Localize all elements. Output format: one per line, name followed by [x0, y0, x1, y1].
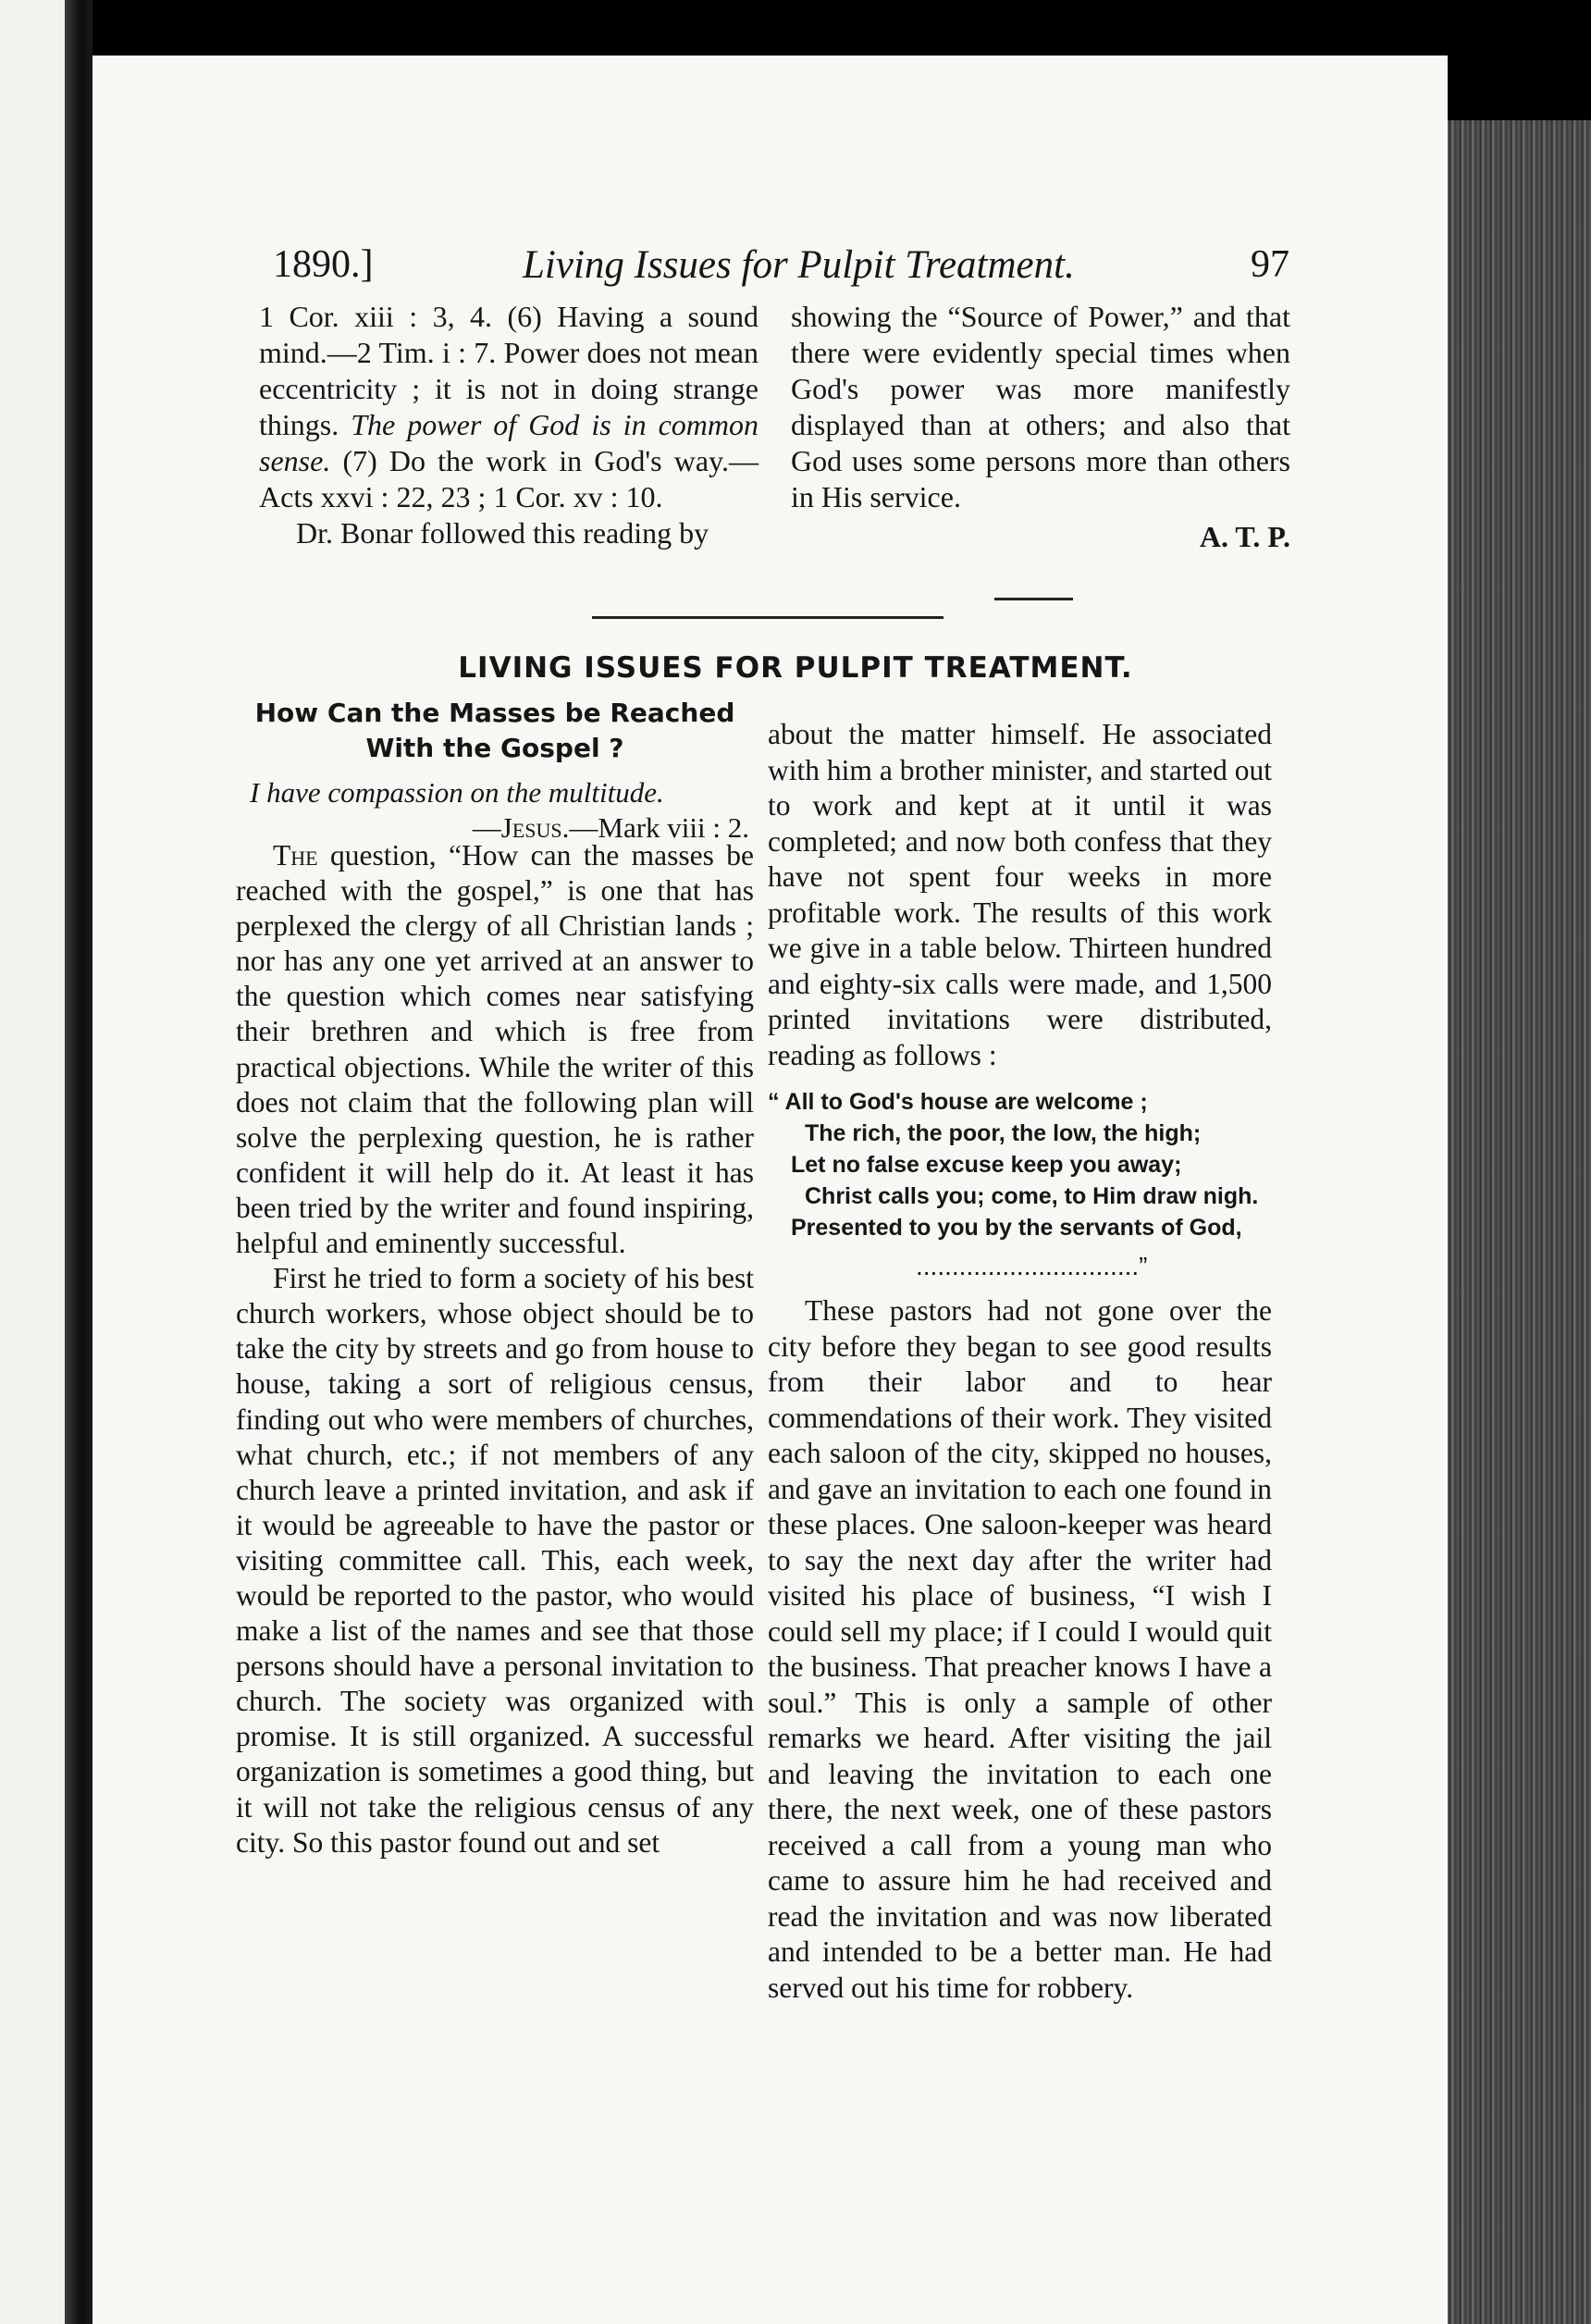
article-right-column [768, 717, 1272, 2006]
section-divider [592, 616, 944, 619]
epigraph-quote: I have compassion on the multitude. [250, 776, 664, 809]
continuation-paragraph-2: Dr. Bonar followed this reading by [296, 516, 709, 550]
continuation-paragraph-right: showing the “Source of Power,” and that there were evidently special times when God's power was more manifestly displayed than at others; and also that God uses some persons more than others in His service. [791, 300, 1290, 513]
verse-line: “ All to God's house are welcome ; [768, 1089, 1148, 1115]
author-signature: A. T. P. [1199, 520, 1290, 553]
page-year: 1890.] [273, 243, 374, 286]
verse-line: Presented to you by the servants of God, [791, 1215, 1242, 1241]
page-stack-edge [1448, 120, 1591, 2324]
article-paragraph-4: These pastors had not gone over the city before they began to see good results from their labor and to hear commendations of their work. They visited each saloon of the city, skipped no houses, and gave an invitation to each one found in these places. One saloon-keeper was heard to say the next day after the writer had visited his place of business, “I wish I could sell my place; if I could I would quit the business. That preacher knows I have a soul.” This is only a sample of other remarks we heard. After visiting the jail and leaving the invitation to each one there, the next week, one of these pastors received a call from a young man who came to assure him he had received and read the invitation and was now liberated and intended to be a better man. He had served out his time for robbery. [768, 1294, 1272, 2004]
epigraph-attribution: —Jesus.—Mark viii : 2. [472, 811, 749, 844]
verse-line: The rich, the poor, the low, the high; [805, 1120, 1202, 1146]
article-paragraph-3: about the matter himself. He associated with him a brother minister, and started out to work and kept at it until it was completed; and now both confess that they have not spent four weeks in more profitable work. The results of this work we give in a table below. Thirteen hundred and eighty-six calls were made, and 1,500 printed invitations were distributed, reading as follows : [768, 718, 1272, 1071]
running-title: Living Issues for Pulpit Treatment. [523, 243, 1075, 287]
facing-page-edge [0, 0, 65, 2324]
top-left-column [259, 299, 758, 551]
article-paragraph-2: First he tried to form a society of his best church workers, whose object should be to take the city by streets and go from house to house, taking a sort of religious census, finding out who were members of churches, what church, etc.; if not members of any church leave a printed invitation, and ask if it would be agreeable to have the pastor or visiting committee call. This, each week, would be reported to the pastor, who would make a list of the names and see that those persons should have a personal invitation to church. The society was organized with promise. It is still organized. A successful organization is sometimes a good thing, but it will not take the religious census of any city. So this pastor found out and set [236, 1262, 754, 1859]
epigraph [250, 775, 749, 846]
book-gutter [65, 0, 92, 2324]
top-right-column [791, 299, 1290, 555]
verse-blank-line: ...............................” [916, 1252, 1148, 1280]
article-left-column [236, 838, 754, 1860]
verse-line: Christ calls you; come, to Him draw nigh. [805, 1183, 1259, 1209]
section-heading: LIVING ISSUES FOR PULPIT TREATMENT. [458, 651, 1133, 685]
continuation-paragraph: 1 Cor. xiii : 3, 4. (6) Having a sound mind.—2 Tim. i : 7. Power does not mean eccentricity ; it is not in doing strange things. The power of God is in common sense. (7) Do the work in God's way.—Acts xxvi : 22, 23 ; 1 Cor. xv : 10. [259, 300, 759, 513]
page-number: 97 [1251, 243, 1289, 286]
article-title: How Can the Masses be Reached With the Gospel ? [254, 698, 735, 763]
emphasis-text: The power of God is in common sense. [259, 408, 758, 477]
invitation-verse [768, 1086, 1272, 1282]
verse-line: Let no false excuse keep you away; [791, 1152, 1182, 1178]
article-paragraph-1: The question, “How can the masses be reached with the gospel,” is one that has perplexed the clergy of all Christian lands ; nor has any one yet arrived at an answer to the question which comes near satisfying their brethren and which is free from practical objections. While the writer of this does not claim that the following plan will solve the perplexing question, he is rather confident it will help do it. At least it has been tried by the writer and found inspiring, helpful and eminently successful. [236, 839, 755, 1260]
signature-rule [994, 598, 1073, 600]
